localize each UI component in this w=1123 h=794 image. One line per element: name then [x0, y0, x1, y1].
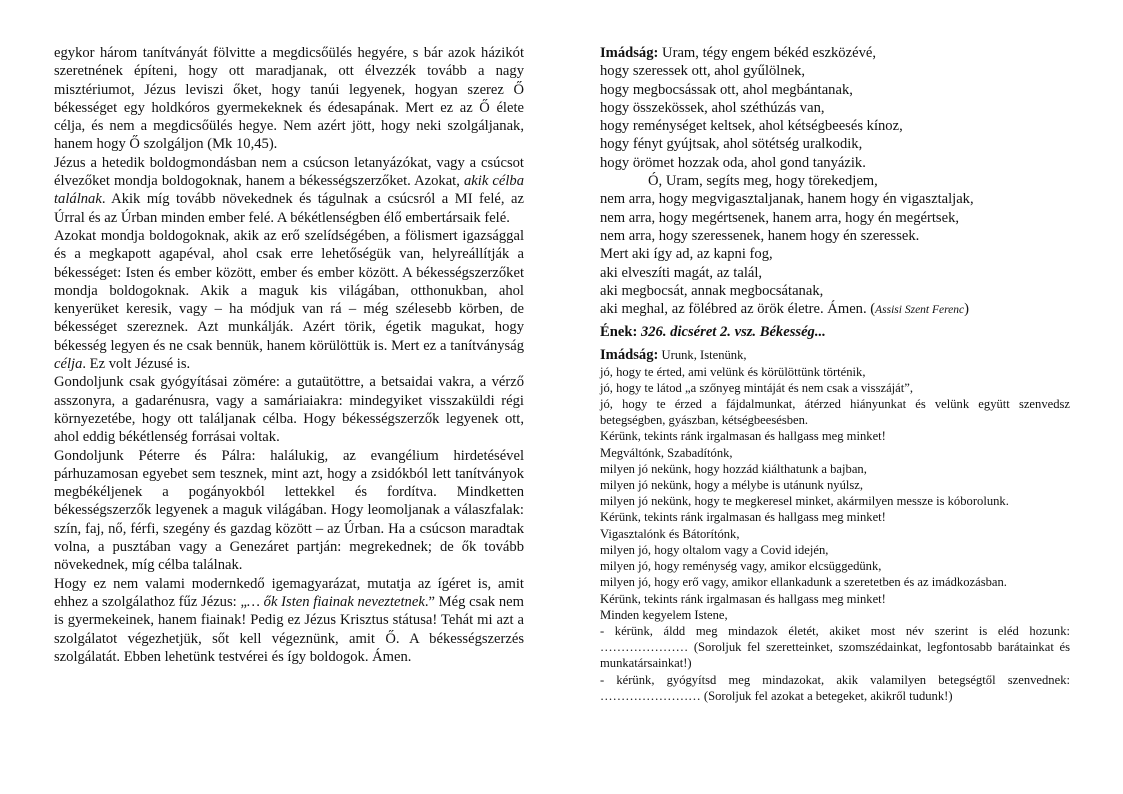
- sermon-column: [54, 44, 524, 666]
- prayer-line: milyen jó nekünk, hogy hozzád kiálthatunk a bajban,: [600, 461, 867, 476]
- prayer-line: Kérünk, tekints ránk irgalmasan és hallgass meg minket!: [600, 591, 886, 606]
- sermon-paragraph: [54, 575, 524, 666]
- prayer-line: - kérünk, gyógyítsd meg mindazokat, akik valamilyen betegségtől szenvednek: …………………… (Soroljuk fel azokat a betegeket, akikről tudunk!): [600, 672, 1070, 703]
- song-line: [600, 323, 1070, 341]
- prayer-line: milyen jó, hogy erő vagy, amikor ellankadunk a szeretetben és az imádkozásban.: [600, 575, 1007, 590]
- emphasis-text: akik célba találnak: [54, 173, 524, 208]
- sermon-paragraph: [54, 154, 524, 227]
- prayer-line: aki meghal, az fölébred az örök életre. Ámen. (: [600, 301, 876, 318]
- prayer-line: hogy megbocsássak ott, ahol megbántanak,: [600, 81, 853, 98]
- prayer-line: milyen jó nekünk, hogy te megkeresel minket, akármilyen messze is kóborolunk.: [600, 494, 1009, 509]
- text-run: .” Még csak nem is gyermekeinek, hanem fiainak! Pedig ez Jézus Krisztus státusa! Tehát mi azt a szolgálatot végezhetjük, sőt kell végeznünk, amit Ő. A békességszerzés szolgálatát. Ebben lehetünk testvérei és így boldogok. Ámen.: [54, 593, 524, 665]
- prayer-last-line: [600, 300, 1070, 319]
- prayer-first-line: [600, 347, 1070, 363]
- prayer-line: jó, hogy te látod „a szőnyeg mintáját és nem csak a visszáját”,: [600, 380, 913, 395]
- intercession-prayer: [600, 347, 1070, 703]
- prayer-line: Ó, Uram, segíts meg, hogy törekedjem,: [648, 173, 878, 190]
- prayer-line: Kérünk, tekints ránk irgalmasan és hallgass meg minket!: [600, 429, 886, 444]
- prayer-line: hogy összekössek, ahol széthúzás van,: [600, 99, 825, 116]
- text-run: . Ez volt Jézusé is.: [82, 356, 191, 373]
- prayer-line: Mert aki így ad, az kapni fog,: [600, 246, 773, 263]
- text-run: Azokat mondja boldogoknak, akik az erő szelídségében, a fölismert igazsággal és a megkapott agapéval, ahol csak erre lehetőségük van, helyreállítják a békességet: Isten és ember között, ember és ember között. A békességszerzőket mondja boldogoknak. Akik a maguk kis világában, otthonukban, ahol kenyerüket keresik, vagy – ha módjuk van rá – még szélesebb körben, de békességet szereznek. Azt munkálják. Azért törik, égetik magukat, hogy békesség legyen és ne csak bennük, hanem körülöttük is. Mert ez a tanítványság: [54, 227, 524, 354]
- prayer-of-peace: [600, 44, 1070, 319]
- prayer-first-line: [600, 44, 1070, 62]
- prayer-line: hogy fényt gyújtsak, ahol sötétség uralkodik,: [600, 136, 863, 153]
- prayer-line: Urunk, Istenünk,: [658, 348, 747, 363]
- prayer-line: milyen jó nekünk, hogy a mélybe is utánunk nyúlsz,: [600, 478, 864, 493]
- text-run: . Akik míg tovább növekednek és tágulnak a csúcsról a MI felé, az Úrral és az Úrban minden ember felé. A békétlenségben élő embertársaik felé.: [54, 191, 524, 226]
- prayer-line: nem arra, hogy szeressenek, hanem hogy én szeressek.: [600, 227, 920, 244]
- prayer-line: hogy örömet hozzak oda, ahol gond tanyázik.: [600, 154, 866, 171]
- prayer-line: aki megbocsát, annak megbocsátanak,: [600, 282, 824, 299]
- liturgy-column: [600, 44, 1070, 704]
- prayer-line: nem arra, hogy megvigasztaljanak, hanem hogy én vigasztaljak,: [600, 191, 974, 208]
- emphasis-text: … ők Isten fiainak neveztetnek: [246, 593, 425, 610]
- prayer-source: Assisi Szent Ferenc: [875, 304, 965, 317]
- prayer-line: milyen jó, hogy oltalom vagy a Covid idején,: [600, 542, 829, 557]
- prayer-heading: Imádság:: [600, 347, 659, 364]
- prayer-line: hogy reménységet keltsek, ahol kétségbeesés kínoz,: [600, 118, 903, 135]
- prayer-line: aki elveszíti magát, az talál,: [600, 264, 763, 281]
- sermon-paragraph: Gondoljunk csak gyógyításai zömére: a gutaütöttre, a betsaidai vakra, a vérző asszonyra, a gadarénusra, vagy a samáriaiakra: mindegyiket visszaküldi régi környezetébe, hogy ott találjanak célba. Hogy békességszerzők legyenek ott, ahol eddig békétlenség forrásai voltak.: [54, 374, 524, 446]
- sermon-paragraph: Gondoljunk Péterre és Pálra: halálukig, az evangélium hirdetésével párhuzamosan egyebet sem tesznek, mint azt, hogy a zsidókból lett tanítványok megbékéljenek a pogányokból lettekkel és fordítva. Mindketten békességszerzők legyenek a maguk világában. Hogy leomoljanak a válaszfalak: szín, faj, nő, férfi, szegény és gazdag között – az Úrban. Ha a csúcson maradtak volna, a pusztában vagy a Genezáret partján: megrekednek; de ők tovább növekednek, míg célba találnak.: [54, 447, 524, 574]
- prayer-line: hogy szeressek ott, ahol gyűlölnek,: [600, 63, 806, 80]
- prayer-line: Megváltónk, Szabadítónk,: [600, 445, 733, 460]
- sermon-paragraph: egykor három tanítványát fölvitte a megdicsőülés hegyére, s bár azok házikót szeretnének építeni, hogy ott maradjanak, ott élvezzék tovább a nagy misztériumot, Jézus leviszi őket, hogy tanúi legyenek, hogyan szerez Ő békességet egy holdkóros gyermekeknek és édesapának. Mert ez az Ő élete célja, és nem a megdicsőülés hegye. Nem azért jött, hogy neki szolgáljanak, hanem hogy Ő szolgáljon (Mk 10,45).: [54, 45, 524, 153]
- prayer-line: - kérünk, áldd meg mindazok életét, akiket most név szerint is eléd hozunk: ………………… (Soroljuk fel szeretteinket, szomszédainkat, legfontosabb barátainkat és munkatársainkat!): [600, 623, 1070, 671]
- text-run: Hogy ez nem valami modernkedő igemagyarázat, mutatja az ígéret is, amit ehhez a szolgálathoz fűz Jézus: „: [54, 575, 524, 610]
- song-heading: Ének:: [600, 324, 638, 341]
- prayer-line: jó, hogy te érzed a fájdalmunkat, átérzed hiányunkat és velünk együtt szenvedsz betegségben, gyászban, kétségbeesésben.: [600, 397, 1070, 428]
- prayer-line: Minden kegyelem Istene,: [600, 607, 728, 622]
- emphasis-text: célja: [54, 356, 83, 373]
- prayer-line: Vigasztalónk és Bátorítónk,: [600, 526, 740, 541]
- prayer-heading: Imádság:: [600, 45, 659, 61]
- sermon-paragraph: [54, 227, 524, 373]
- song-reference: 326. dicséret 2. vsz. Békesség...: [637, 324, 826, 341]
- prayer-line: milyen jó, hogy reménység vagy, amikor elcsüggedünk,: [600, 559, 882, 574]
- prayer-line: Kérünk, tekints ránk irgalmasan és hallgass meg minket!: [600, 510, 886, 525]
- text-run: Jézus a hetedik boldogmondásban nem a csúcson letanyázókat, vagy a csúcsot élvezőket mondja boldogoknak, hanem a békességszerzőket. Azokat,: [54, 154, 524, 190]
- text-run: ): [964, 301, 970, 318]
- prayer-line: nem arra, hogy megértsenek, hanem arra, hogy én megértsek,: [600, 209, 960, 226]
- prayer-line: Uram, tégy engem békéd eszközévé,: [658, 45, 876, 61]
- prayer-line: jó, hogy te érted, ami velünk és körülöttünk történik,: [600, 364, 866, 379]
